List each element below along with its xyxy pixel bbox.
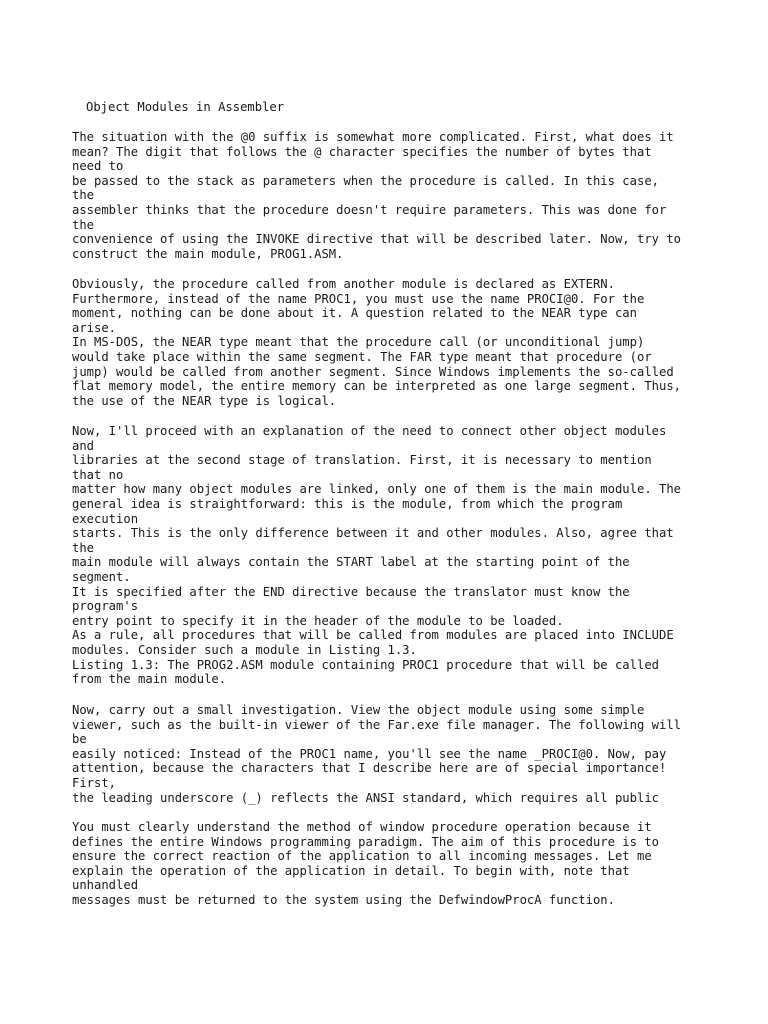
paragraph-investigation: Now, carry out a small investigation. View the object module using some simple viewer, such as the built-in viewer of the Far.exe file manager. The following will be easily noticed: Instead of the PROC1 name, you'll see the name _PROCI@0. Now, pay attention, because the characters that I describe here are of special importance! First, the leading underscore (_) reflects the ANSI standard, which requires all public xyxy=(72,703,682,805)
paragraph-window-procedure: You must clearly understand the method of window procedure operation because it defines the entire Windows programming paradigm. The aim of this procedure is to ensure the correct reaction of the application to all incoming messages. Let me explain the operation of the application in detail. To begin with, note that unhandled messages must be returned to the system using the DefwindowProcA function. xyxy=(72,820,659,907)
page-title: Object Modules in Assembler xyxy=(86,100,285,114)
paragraph-extern-near: Obviously, the procedure called from another module is declared as EXTERN. Furthermore, instead of the name PROC1, you must use the name PROCI@0. For the moment, nothing can be done about it. A question related to the NEAR type can arise. In MS-DOS, the NEAR type meant that the procedure call (or unconditional jump) would take place within the same segment. The FAR type meant that procedure (or jump) would be called from another segment. Since Windows implements the so-called flat memory model, the entire memory can be interpreted as one large segment. Thus, the use of the NEAR type is logical. xyxy=(72,277,682,408)
paragraph-main-module: Now, I'll proceed with an explanation of the need to connect other object modules and libraries at the second stage of translation. First, it is necessary to mention that no matter how many object modules are linked, only one of them is the main module. The general idea is straightforward: this is the module, from which the program execution starts. This is the only difference between it and other modules. Also, agree that the main module will always contain the START label at the starting point of the segment. It is specified after the END directive because the translator must know the program's entry point to specify it in the header of the module to be loaded. As a rule, all procedures that will be called from modules are placed into INCLUDE modules. Consider such a module in Listing 1.3. Listing 1.3: The PROG2.ASM module containing PROC1 procedure that will be called from the main module. xyxy=(72,424,682,687)
paragraph-suffix-explanation: The situation with the @0 suffix is somewhat more complicated. First, what does it mean? The digit that follows the @ character specifies the number of bytes that need to be passed to the stack as parameters when the procedure is called. In this case, the assembler thinks that the procedure doesn't require parameters. This was done for the convenience of using the INVOKE directive that will be described later. Now, try to construct the main module, PROG1.ASM. xyxy=(72,130,682,261)
